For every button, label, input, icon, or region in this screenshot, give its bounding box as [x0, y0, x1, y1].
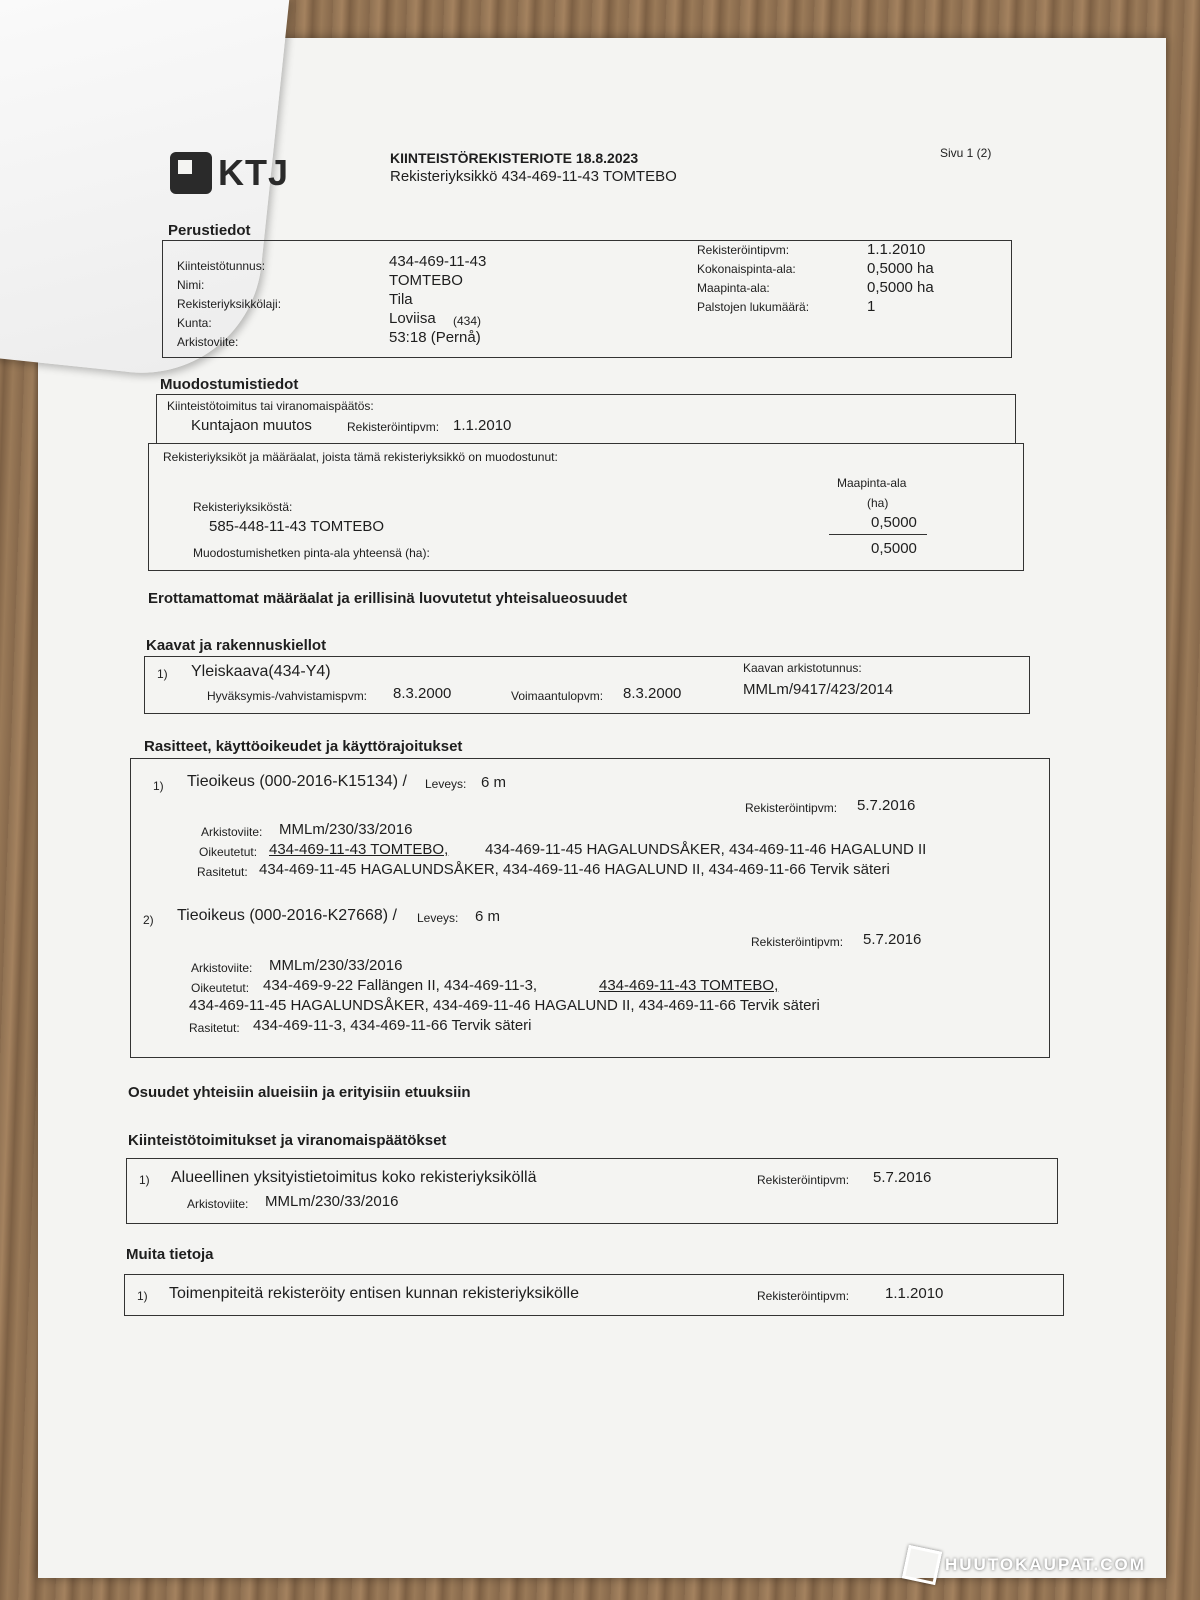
rek-value: 5.7.2016 [873, 1169, 932, 1186]
section-heading-muodostumistiedot: Muodostumistiedot [160, 376, 299, 393]
item-number: 1) [137, 1289, 148, 1303]
toimitukset-box [126, 1158, 1058, 1224]
total-label: Muodostumishetken pinta-ala yhteensä (ha): [193, 546, 430, 560]
field-label: Rekisteriyksikkölaji: [177, 297, 282, 311]
total-value: 0,5000 [871, 540, 917, 557]
section-heading-erottamattomat: Erottamattomat määräalat ja erillisinä luovutetut yhteisalueosuudet [148, 590, 628, 607]
rek-value: 5.7.2016 [857, 797, 916, 814]
ras-label: Rasitetut: [189, 1021, 240, 1035]
ark-value: MMLm/230/33/2016 [279, 821, 413, 838]
oik-label: Oikeutetut: [199, 845, 258, 859]
field-value: TOMTEBO [389, 272, 463, 289]
section-heading-kaavat: Kaavat ja rakennuskiellot [146, 637, 327, 654]
field-label: Kokonaispinta-ala: [697, 262, 796, 276]
field-label: Arkistoviite: [177, 335, 239, 349]
rek-label: Rekisteröintipvm: [347, 420, 440, 434]
toimitus-label: Kiinteistötoimitus tai viranomaispäätös: [167, 399, 374, 413]
field-label: Palstojen lukumäärä: [697, 300, 810, 314]
rek-label: Rekisteröintipvm: [757, 1289, 850, 1303]
field-value-extra: (434) [453, 314, 482, 328]
oik-line2: 434-469-11-45 HAGALUNDSÅKER, 434-469-11-46 HAGALUND II, 434-469-11-66 Tervik säteri [189, 997, 820, 1014]
oik-highlighted: 434-469-11-43 TOMTEBO, [269, 841, 449, 858]
toimitus-title: Alueellinen yksityistietoimitus koko rekisteriyksiköllä [171, 1169, 537, 1186]
field-value: 0,5000 ha [867, 260, 934, 277]
item-number: 1) [153, 779, 164, 793]
field-label: Maapinta-ala: [697, 281, 770, 295]
width-label: Leveys: [425, 777, 467, 791]
section-heading-toimitukset: Kiinteistötoimitukset ja viranomaispäätökset [128, 1132, 447, 1149]
rasite-title: Tieoikeus (000-2016-K15134) / [187, 773, 407, 790]
item-number: 1) [157, 667, 168, 681]
ark-label: Arkistoviite: [191, 961, 253, 975]
document-subtitle: Rekisteriyksikkö 434-469-11-43 TOMTEBO [390, 168, 677, 185]
perustiedot-box [162, 240, 1012, 358]
ktj-logo [170, 152, 289, 194]
section-heading-perustiedot: Perustiedot [168, 222, 251, 239]
rasite-title: Tieoikeus (000-2016-K27668) / [177, 907, 397, 924]
watermark-cube-icon [902, 1545, 942, 1585]
muita-title: Toimenpiteitä rekisteröity entisen kunnan rekisteriyksikölle [169, 1285, 579, 1302]
oik-label: Oikeutetut: [191, 981, 250, 995]
toimitus-value: Kuntajaon muutos [191, 417, 312, 434]
field-value: Loviisa [389, 310, 436, 327]
field-value: 0,5000 ha [867, 279, 934, 296]
field-value: 1 [867, 298, 876, 315]
kaavat-box [144, 656, 1030, 714]
muodostumistiedot-toimitus-box [156, 394, 1016, 444]
rek-value: 1.1.2010 [885, 1285, 944, 1302]
section-heading-rasitteet: Rasitteet, käyttöoikeudet ja käyttörajoitukset [144, 738, 463, 755]
sum-line [829, 534, 927, 535]
rek-label: Rekisteröintipvm: [751, 935, 844, 949]
document-title: KIINTEISTÖREKISTERIOTE 18.8.2023 [390, 150, 639, 166]
from-value: 585-448-11-43 TOMTEBO [209, 518, 385, 535]
field-label: Nimi: [177, 278, 205, 292]
watermark-text: HUUTOKAUPAT.COM [945, 1555, 1146, 1574]
source-label: Rekisteriyksiköt ja määräalat, joista tämä rekisteriyksikkö on muodostunut: [163, 450, 558, 464]
muodostumistiedot-source-box [148, 443, 1024, 571]
ras-value: 434-469-11-45 HAGALUNDSÅKER, 434-469-11-46 HAGALUND II, 434-469-11-66 Tervik säteri [259, 861, 890, 878]
ark-label: Kaavan arkistotunnus: [743, 661, 862, 675]
ark-value: MMLm/230/33/2016 [269, 957, 403, 974]
field-value: 1.1.2010 [867, 241, 926, 258]
ktj-logo-icon [170, 152, 212, 194]
ras-value: 434-469-11-3, 434-469-11-66 Tervik säteri [253, 1017, 532, 1034]
ark-value: MMLm/230/33/2016 [265, 1193, 399, 1210]
muita-box [124, 1274, 1064, 1316]
voim-value: 8.3.2000 [623, 685, 682, 702]
area-unit: (ha) [867, 496, 889, 510]
area-header: Maapinta-ala [837, 476, 907, 490]
section-heading-muita: Muita tietoja [126, 1246, 214, 1263]
rek-label: Rekisteröintipvm: [757, 1173, 850, 1187]
page-number: Sivu 1 (2) [940, 146, 992, 160]
from-area: 0,5000 [871, 514, 917, 531]
hyv-label: Hyväksymis-/vahvistamispvm: [207, 689, 368, 703]
kaava-name: Yleiskaava(434-Y4) [191, 663, 331, 680]
rek-value: 1.1.2010 [453, 417, 512, 434]
field-value: Tila [389, 291, 413, 308]
rasitteet-box [130, 758, 1050, 1058]
oik-start: 434-469-9-22 Fallängen II, 434-469-11-3, [263, 977, 538, 994]
oik-rest: 434-469-11-45 HAGALUNDSÅKER, 434-469-11-46 HAGALUND II [485, 841, 927, 858]
from-label: Rekisteriyksiköstä: [193, 500, 293, 514]
width-value: 6 m [481, 774, 507, 791]
voim-label: Voimaantulopvm: [511, 689, 604, 703]
oik-highlighted: 434-469-11-43 TOMTEBO, [599, 977, 779, 994]
section-heading-osuudet: Osuudet yhteisiin alueisiin ja erityisiin etuuksiin [128, 1084, 471, 1101]
field-label: Kiinteistötunnus: [177, 259, 266, 273]
hyv-value: 8.3.2000 [393, 685, 452, 702]
watermark [905, 1548, 1146, 1582]
item-number: 2) [143, 913, 154, 927]
ras-label: Rasitetut: [197, 865, 248, 879]
width-label: Leveys: [417, 911, 459, 925]
width-value: 6 m [475, 908, 501, 925]
field-label: Kunta: [177, 316, 212, 330]
rek-value: 5.7.2016 [863, 931, 922, 948]
item-number: 1) [139, 1173, 150, 1187]
logo-text: KTJ [218, 152, 290, 193]
field-label: Rekisteröintipvm: [697, 243, 790, 257]
field-value: 53:18 (Pernå) [389, 329, 481, 346]
ark-label: Arkistoviite: [201, 825, 263, 839]
ark-label: Arkistoviite: [187, 1197, 249, 1211]
field-value: 434-469-11-43 [389, 253, 487, 270]
rek-label: Rekisteröintipvm: [745, 801, 838, 815]
ark-value: MMLm/9417/423/2014 [743, 681, 894, 698]
